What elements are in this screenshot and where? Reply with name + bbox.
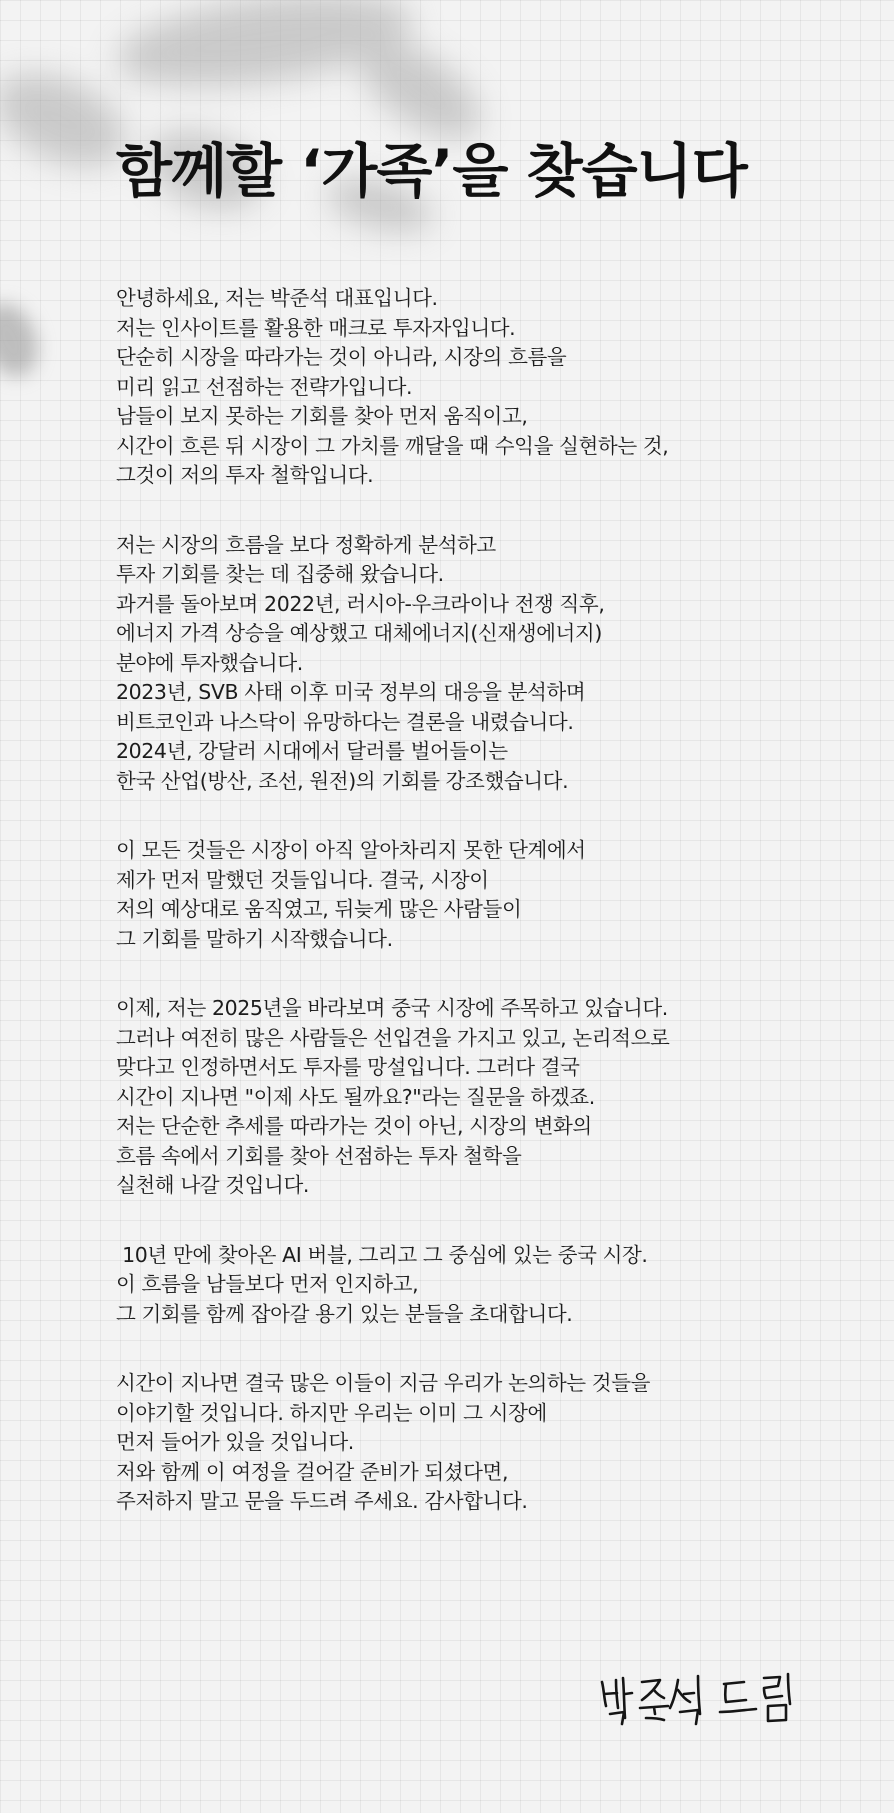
page-title: 함께할 ‘가족’을 찾습니다	[116, 137, 747, 205]
letter-line: 저의 예상대로 움직였고, 뒤늦게 많은 사람들이	[116, 897, 522, 921]
letter-paragraph	[116, 1369, 826, 1517]
letter-line: 제가 먼저 말했던 것들입니다. 결국, 시장이	[116, 867, 489, 892]
letter-line: 그러나 여전히 많은 사람들은 선입견을 가지고 있고, 논리적으로	[116, 1025, 670, 1050]
letter-paragraph	[116, 1241, 826, 1330]
letter-line: 시간이 지나면 결국 많은 이들이 지금 우리가 논의하는 것들을	[116, 1371, 651, 1395]
letter-body	[116, 284, 826, 1557]
letter-line: 그것이 저의 투자 철학입니다.	[116, 463, 374, 487]
letter-line: 이 모든 것들은 시장이 아직 알아차리지 못한 단계에서	[116, 838, 586, 862]
letter-line: 2023년, SVB 사태 이후 미국 정부의 대응을 분석하며	[116, 680, 586, 704]
letter-line: 2024년, 강달러 시대에서 달러를 벌어들이는	[116, 739, 508, 763]
letter-line: 에너지 가격 상승을 예상했고 대체에너지(신재생에너지)	[116, 621, 602, 645]
letter-line: 투자 기회를 찾는 데 집중해 왔습니다.	[116, 562, 444, 586]
letter-line: 미리 읽고 선점하는 전략가입니다.	[116, 374, 413, 399]
letter-line: 시간이 지나면 "이제 사도 될까요?"라는 질문을 하겠죠.	[116, 1084, 595, 1109]
letter-line: 과거를 돌아보며 2022년, 러시아-우크라이나 전쟁 직후,	[116, 591, 605, 616]
letter-line: 남들이 보지 못하는 기회를 찾아 먼저 움직이고,	[116, 404, 528, 428]
letter-line: 그 기회를 말하기 시작했습니다.	[116, 926, 393, 951]
letter-paragraph	[116, 994, 826, 1201]
letter-line: 저와 함께 이 여정을 걸어갈 준비가 되셨다면,	[116, 1459, 509, 1484]
letter-line: 저는 인사이트를 활용한 매크로 투자자입니다.	[116, 315, 516, 340]
letter-line: 10년 만에 찾아온 AI 버블, 그리고 그 중심에 있는 중국 시장.	[116, 1242, 648, 1267]
letter-line: 이 흐름을 남들보다 먼저 인지하고,	[116, 1272, 419, 1296]
letter-line: 이제, 저는 2025년을 바라보며 중국 시장에 주목하고 있습니다.	[116, 996, 668, 1020]
letter-line: 한국 산업(방산, 조선, 원전)의 기회를 강조했습니다.	[116, 768, 569, 793]
letter-line: 실천해 나갈 것입니다.	[116, 1173, 309, 1197]
letter-line: 저는 단순한 추세를 따라가는 것이 아닌, 시장의 변화의	[116, 1114, 592, 1138]
letter-line: 주저하지 말고 문을 두드려 주세요. 감사합니다.	[116, 1489, 528, 1513]
letter-line: 이야기할 것입니다. 하지만 우리는 이미 그 시장에	[116, 1400, 547, 1425]
letter-line: 저는 시장의 흐름을 보다 정확하게 분석하고	[116, 532, 496, 557]
signature	[594, 1660, 814, 1730]
letter-line: 분야에 투자했습니다.	[116, 650, 303, 675]
letter-line: 흐름 속에서 기회를 찾아 선점하는 투자 철학을	[116, 1143, 522, 1168]
letter-line: 맞다고 인정하면서도 투자를 망설입니다. 그러다 결국	[116, 1055, 580, 1079]
letter-paragraph	[116, 836, 826, 954]
signature-handwriting	[594, 1660, 814, 1730]
letter-line: 시간이 흐른 뒤 시장이 그 가치를 깨달을 때 수익을 실현하는 것,	[116, 433, 669, 458]
letter-paragraph	[116, 284, 826, 491]
letter-line: 단순히 시장을 따라가는 것이 아니라, 시장의 흐름을	[116, 345, 567, 369]
letter-line: 그 기회를 함께 잡아갈 용기 있는 분들을 초대합니다.	[116, 1301, 573, 1326]
letter-paragraph	[116, 531, 826, 797]
letter-line: 먼저 들어가 있을 것입니다.	[116, 1430, 354, 1454]
letter-line: 비트코인과 나스닥이 유망하다는 결론을 내렸습니다.	[116, 709, 574, 734]
letter-line: 안녕하세요, 저는 박준석 대표입니다.	[116, 286, 438, 310]
